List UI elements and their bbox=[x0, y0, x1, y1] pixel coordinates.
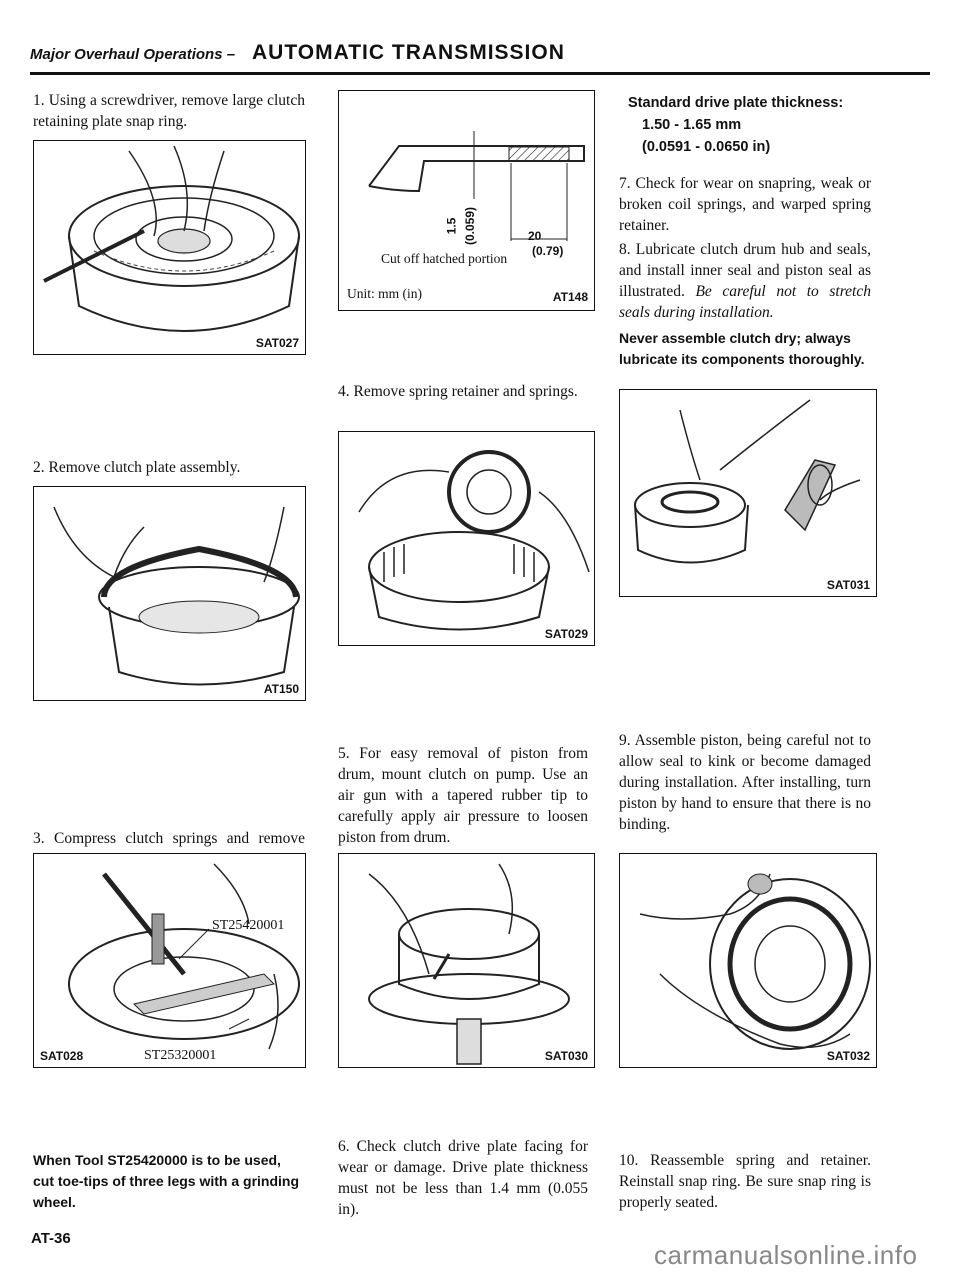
dimension-0-059: (0.059) bbox=[463, 206, 478, 246]
figure-code: SAT031 bbox=[826, 578, 870, 592]
seal-install-illustration bbox=[620, 390, 877, 597]
step-2: 2. Remove clutch plate assembly. bbox=[33, 459, 241, 476]
figure-sat029 bbox=[338, 431, 595, 646]
step-8-caution: Be careful not to stretch seals during installation. bbox=[619, 283, 871, 321]
dry-assembly-warning: Never assemble clutch dry; always lubricate its components thoroughly. bbox=[619, 330, 865, 367]
figure-sat031 bbox=[619, 389, 877, 597]
header-rule bbox=[30, 72, 930, 75]
page-number: AT-36 bbox=[31, 1230, 71, 1247]
figure-code: AT150 bbox=[263, 682, 299, 696]
step-5: 5. For easy removal of piston from drum, mount clutch on pump. Use an air gun with a tapered rubber tip to carefully apply air pressure to loosen piston from drum. bbox=[338, 745, 588, 846]
spring-retainer-illustration bbox=[339, 432, 595, 646]
figure-code: SAT028 bbox=[40, 1049, 84, 1063]
dimension-20: 20 bbox=[528, 229, 542, 243]
spec-mm: 1.50 - 1.65 mm bbox=[642, 117, 742, 133]
plate-dimension-diagram bbox=[339, 91, 595, 311]
figure-sat028 bbox=[33, 853, 306, 1068]
figure-sat030 bbox=[338, 853, 595, 1068]
diagram-caption: Cut off hatched portion bbox=[381, 251, 508, 266]
figure-sat032 bbox=[619, 853, 877, 1068]
spec-label: Standard drive plate thickness: bbox=[628, 95, 844, 111]
spring-compressor-illustration bbox=[34, 854, 306, 1068]
piston-removal-illustration bbox=[339, 854, 595, 1068]
tool-label-st25320001: ST25320001 bbox=[144, 1048, 217, 1063]
clutch-drum-illustration bbox=[34, 141, 306, 355]
step-6: 6. Check clutch drive plate facing for wear or damage. Drive plate thickness must not be less than 1.4 mm (0.055 in). bbox=[338, 1138, 588, 1218]
step-8-text: 8. Lubricate clutch drum hub and seals, and install inner seal and piston seal as illustrated. bbox=[619, 241, 871, 300]
figure-code: SAT032 bbox=[826, 1049, 870, 1063]
spec-in: (0.0591 - 0.0650 in) bbox=[642, 139, 771, 155]
figure-code: AT148 bbox=[552, 290, 588, 304]
dimension-0-79: (0.79) bbox=[532, 244, 564, 258]
figure-code: SAT027 bbox=[255, 336, 299, 350]
figure-code: SAT029 bbox=[544, 627, 588, 641]
figure-at148 bbox=[338, 90, 595, 311]
section-label: Major Overhaul Operations – bbox=[30, 46, 236, 63]
step-8 bbox=[619, 239, 871, 323]
tool-note: When Tool ST25420000 is to be used, cut toe-tips of three legs with a grinding wheel. bbox=[33, 1152, 300, 1210]
unit-label: Unit: mm (in) bbox=[347, 286, 422, 301]
page-title: AUTOMATIC TRANSMISSION bbox=[252, 41, 565, 64]
figure-sat027 bbox=[33, 140, 306, 355]
tool-label-st25420001: ST25420001 bbox=[212, 918, 285, 933]
piston-assembly-illustration bbox=[620, 854, 877, 1068]
dimension-1-5: 1.5 bbox=[444, 217, 459, 235]
watermark: carmanualsonline.info bbox=[654, 1240, 918, 1270]
step-4: 4. Remove spring retainer and springs. bbox=[338, 383, 578, 400]
figure-at150 bbox=[33, 486, 306, 701]
step-3: 3. Compress clutch springs and remove bbox=[33, 830, 305, 847]
step-9: 9. Assemble piston, being careful not to allow seal to kink or become damaged during installation. After installing, turn piston by hand to ensure that there is no binding. bbox=[619, 732, 871, 833]
step-7: 7. Check for wear on snapring, weak or broken coil springs, and warped spring retainer. bbox=[619, 175, 871, 234]
figure-code: SAT030 bbox=[544, 1049, 588, 1063]
step-10: 10. Reassemble spring and retainer. Reinstall snap ring. Be sure snap ring is properly seated. bbox=[619, 1152, 871, 1211]
clutch-plate-illustration bbox=[34, 487, 306, 701]
step-1: 1. Using a screwdriver, remove large clutch retaining plate snap ring. bbox=[33, 92, 305, 130]
